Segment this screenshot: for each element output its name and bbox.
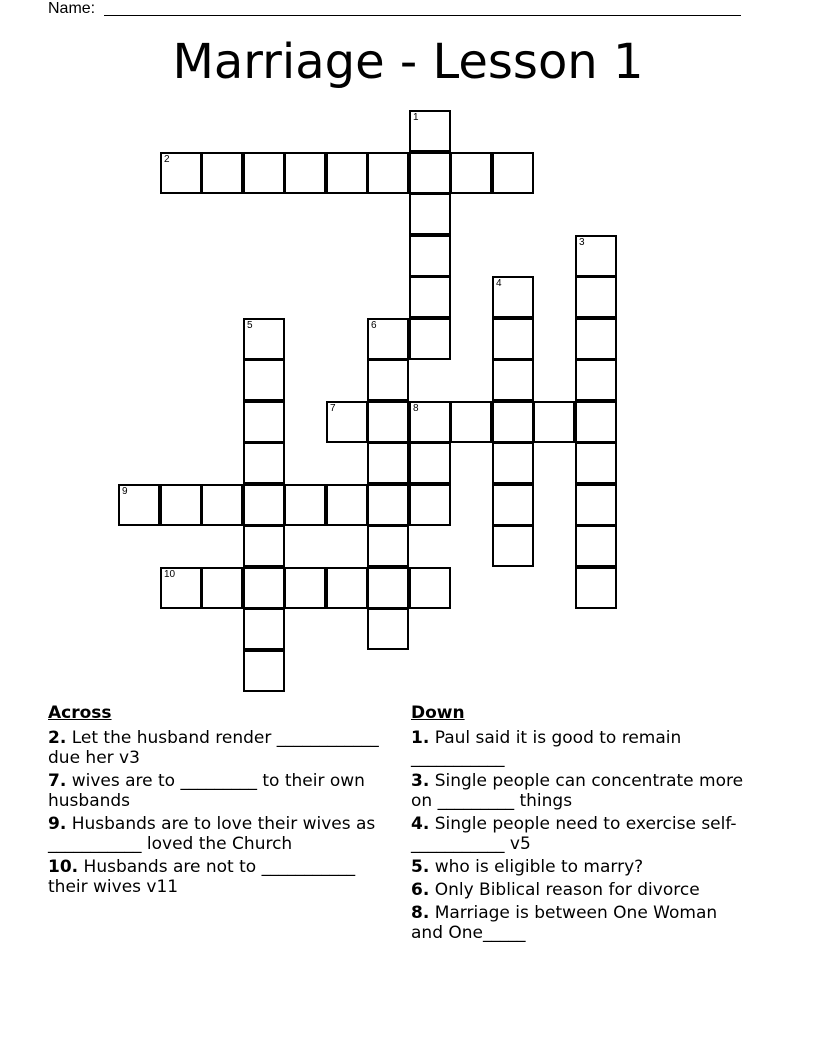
grid-cell[interactable] <box>243 567 285 609</box>
down-clues <box>411 702 751 946</box>
across-clue <box>48 771 388 811</box>
grid-cell[interactable] <box>243 152 285 194</box>
grid-cell[interactable] <box>367 401 409 443</box>
grid-cell[interactable] <box>450 152 492 194</box>
grid-cell[interactable] <box>201 484 243 526</box>
grid-cell[interactable] <box>575 318 617 360</box>
across-clue <box>48 728 388 768</box>
grid-cell[interactable] <box>450 401 492 443</box>
grid-cell[interactable] <box>160 152 202 194</box>
grid-cell[interactable] <box>201 152 243 194</box>
grid-cell[interactable] <box>243 442 285 484</box>
grid-cell[interactable] <box>326 152 368 194</box>
clue-text: Paul said it is good to remain ___________ <box>411 728 682 768</box>
grid-cell[interactable] <box>367 525 409 567</box>
grid-cell[interactable] <box>326 401 368 443</box>
grid-cell[interactable] <box>575 442 617 484</box>
grid-cell[interactable] <box>367 359 409 401</box>
across-clue <box>48 814 388 854</box>
cell-number: 6 <box>371 320 377 331</box>
clue-text: wives are to _________ to their own husbands <box>48 771 365 811</box>
grid-cell[interactable] <box>492 484 534 526</box>
clue-text: Husbands are not to ___________ their wives v11 <box>48 857 356 897</box>
grid-cell[interactable] <box>409 193 451 235</box>
cell-number: 3 <box>579 237 585 248</box>
grid-cell[interactable] <box>118 484 160 526</box>
grid-cell[interactable] <box>533 401 575 443</box>
grid-cell[interactable] <box>492 276 534 318</box>
grid-cell[interactable] <box>284 567 326 609</box>
grid-cell[interactable] <box>160 567 202 609</box>
grid-cell[interactable] <box>326 567 368 609</box>
grid-cell[interactable] <box>409 567 451 609</box>
name-label: Name: <box>48 0 96 17</box>
grid-cell[interactable] <box>284 484 326 526</box>
grid-cell[interactable] <box>492 525 534 567</box>
across-heading: Across <box>48 703 112 723</box>
clue-number: 2. <box>48 728 67 748</box>
clue-number: 6. <box>411 880 430 900</box>
grid-cell[interactable] <box>367 484 409 526</box>
grid-cell[interactable] <box>492 152 534 194</box>
cell-number: 5 <box>247 320 253 331</box>
clue-number: 7. <box>48 771 67 791</box>
grid-cell[interactable] <box>575 276 617 318</box>
clue-number: 9. <box>48 814 67 834</box>
cell-number: 1 <box>413 112 419 123</box>
grid-cell[interactable] <box>243 608 285 650</box>
down-clue <box>411 880 751 900</box>
clue-text: Single people can concentrate more on _________ things <box>411 771 744 811</box>
grid-cell[interactable] <box>326 484 368 526</box>
grid-cell[interactable] <box>284 152 326 194</box>
grid-cell[interactable] <box>492 318 534 360</box>
clue-text: Husbands are to love their wives as ___________ loved the Church <box>48 814 376 854</box>
grid-cell[interactable] <box>409 484 451 526</box>
grid-cell[interactable] <box>243 401 285 443</box>
down-heading: Down <box>411 703 465 723</box>
grid-cell[interactable] <box>575 567 617 609</box>
grid-cell[interactable] <box>243 525 285 567</box>
grid-cell[interactable] <box>409 152 451 194</box>
down-clue <box>411 857 751 877</box>
cell-number: 2 <box>164 154 170 165</box>
grid-cell[interactable] <box>160 484 202 526</box>
cell-number: 10 <box>164 569 176 580</box>
cell-number: 9 <box>122 486 128 497</box>
grid-cell[interactable] <box>201 567 243 609</box>
across-clues <box>48 702 388 900</box>
grid-cell[interactable] <box>409 276 451 318</box>
grid-cell[interactable] <box>492 359 534 401</box>
grid-cell[interactable] <box>367 318 409 360</box>
grid-cell[interactable] <box>409 318 451 360</box>
grid-cell[interactable] <box>367 152 409 194</box>
grid-cell[interactable] <box>575 401 617 443</box>
clue-text: Let the husband render ____________ due her v3 <box>48 728 379 768</box>
clue-number: 3. <box>411 771 430 791</box>
cell-number: 4 <box>496 278 502 289</box>
page-title: Marriage - Lesson 1 <box>172 34 644 90</box>
grid-cell[interactable] <box>575 484 617 526</box>
clue-number: 4. <box>411 814 430 834</box>
down-clue <box>411 771 751 811</box>
grid-cell[interactable] <box>575 235 617 277</box>
clue-text: who is eligible to marry? <box>434 857 644 877</box>
grid-cell[interactable] <box>243 484 285 526</box>
clue-text: Only Biblical reason for divorce <box>434 880 700 900</box>
grid-cell[interactable] <box>243 650 285 692</box>
down-clue <box>411 814 751 854</box>
grid-cell[interactable] <box>409 401 451 443</box>
grid-cell[interactable] <box>367 442 409 484</box>
down-clue <box>411 728 751 768</box>
across-clue <box>48 857 388 897</box>
grid-cell[interactable] <box>367 608 409 650</box>
clue-number: 5. <box>411 857 430 877</box>
grid-cell[interactable] <box>367 567 409 609</box>
grid-cell[interactable] <box>492 401 534 443</box>
grid-cell[interactable] <box>409 110 451 152</box>
grid-cell[interactable] <box>409 235 451 277</box>
clue-number: 1. <box>411 728 430 748</box>
cell-number: 7 <box>330 403 336 414</box>
grid-cell[interactable] <box>575 359 617 401</box>
grid-cell[interactable] <box>243 318 285 360</box>
clue-number: 10. <box>48 857 79 877</box>
clue-text: Single people need to exercise self-___________ v5 <box>411 814 737 854</box>
grid-cell[interactable] <box>492 442 534 484</box>
cell-number: 8 <box>413 403 419 414</box>
clue-text: Marriage is between One Woman and One_____ <box>411 903 718 943</box>
grid-cell[interactable] <box>575 525 617 567</box>
grid-cell[interactable] <box>409 442 451 484</box>
down-clue <box>411 903 751 943</box>
clue-number: 8. <box>411 903 430 923</box>
grid-cell[interactable] <box>243 359 285 401</box>
